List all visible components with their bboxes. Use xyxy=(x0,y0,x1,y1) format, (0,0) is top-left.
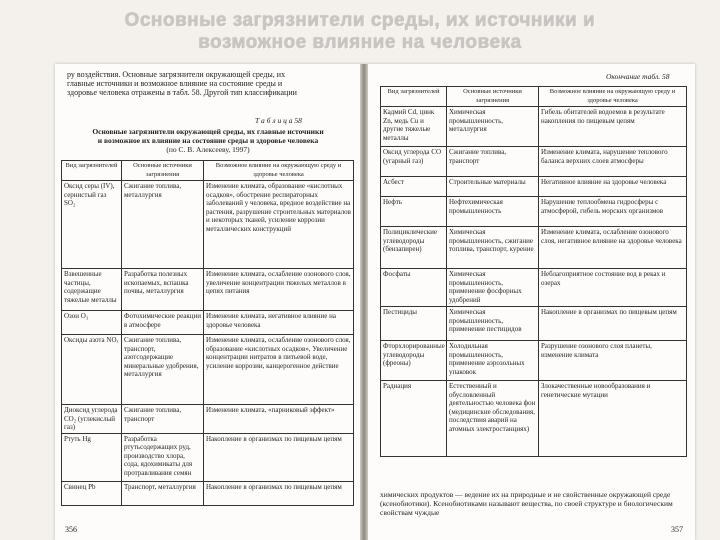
caption-line: и возможное их влияние на состояние среды и здоровье человека xyxy=(97,136,319,145)
cell-pollutant: Пестициды xyxy=(381,307,447,341)
cell-pollutant: Кадмий Cd, цинк Zn, медь Cu и другие тяжелые металлы xyxy=(381,107,447,147)
cell-pollutant: Асбест xyxy=(381,177,447,197)
cell-pollutant: Взвешенные частицы, содержащие тяжелые металлы xyxy=(62,269,122,311)
cell-pollutant: Ртуть Hg xyxy=(62,433,122,481)
table-caption xyxy=(63,127,353,154)
table-row xyxy=(62,181,354,269)
caption-line: (по С. В. Алексееву, 1997) xyxy=(166,145,250,154)
table-row xyxy=(62,311,354,335)
intro-line: ру воздействия. Основные загрязнители окружающей среды, их xyxy=(67,70,286,79)
cell-pollutant: Радиация xyxy=(381,381,447,457)
table-row xyxy=(381,147,687,177)
table-row xyxy=(381,197,687,227)
table-header-row xyxy=(381,87,687,107)
column-header: Вид загрязнителей xyxy=(62,161,122,181)
column-header: Возможное влияние на окружающую среду и здоровье человека xyxy=(204,161,354,181)
table-row xyxy=(381,341,687,381)
pollutants-table-right xyxy=(380,86,687,457)
cell-impact: Нарушение теплообмена гидросферы с атмосферой, гибель морских организмов xyxy=(539,197,687,227)
book-spread xyxy=(55,64,695,540)
cell-pollutant: Диоксид углерода CO₂ (углекислый газ) xyxy=(62,405,122,434)
table-row xyxy=(381,227,687,269)
cell-source: Сжигание топлива, транспорт, азотсодержащие минеральные удобрения, металлургия xyxy=(122,335,204,405)
cell-source: Химическая промышленность, сжигание топлива, транспорт, курение xyxy=(447,227,539,269)
table-row xyxy=(62,269,354,311)
cell-source: Химическая промышленность, металлургия xyxy=(447,107,539,147)
cell-impact: Накопление в организмах по пищевым цепям xyxy=(539,307,687,341)
column-header: Основные источники загрязнения xyxy=(447,87,539,107)
cell-source: Разработка ртутьсодержащих руд, производство хлора, сода, ядохимикаты для протравливания семян xyxy=(122,433,204,481)
table-row xyxy=(62,481,354,505)
column-header: Возможное влияние на окружающую среду и здоровье человека xyxy=(539,87,687,107)
cell-source: Естественный и обусловленный деятельностью человека фон (медицинские обследования, последствия аварий на атомных электростанциях) xyxy=(447,381,539,457)
cell-impact: Разрушение озонового слоя планеты, изменение климата xyxy=(539,341,687,381)
cell-pollutant: Фторхлорированные углеводороды (фреоны) xyxy=(381,341,447,381)
cell-source: Химическая промышленность, применение пестицидов xyxy=(447,307,539,341)
page-number-left: 356 xyxy=(65,525,77,534)
continuation-label: Окончание табл. 58 xyxy=(606,72,670,81)
cell-impact: Неблагоприятное состояние вод в реках и озерах xyxy=(539,269,687,307)
cell-source: Холодильная промышленность, применение аэрозольных упаковок xyxy=(447,341,539,381)
cell-pollutant: Озон O₃ xyxy=(62,311,122,335)
slide-title-line2: возможное влияние на человека xyxy=(198,32,522,53)
table-row xyxy=(381,381,687,457)
cell-pollutant: Свинец Pb xyxy=(62,481,122,505)
cell-source: Нефтехимическая промышленность xyxy=(447,197,539,227)
cell-impact: Изменение климата, ослабление озонового слоя, образование «кислотных осадков», Увеличение концентрации нитратов в питьевой воде, усиление коррозии, канцерогенное действие xyxy=(204,335,354,405)
table-row xyxy=(381,269,687,307)
column-header: Основные источники загрязнения xyxy=(122,161,204,181)
cell-impact: Изменение климата, негативное влияние на здоровье человека xyxy=(204,311,354,335)
cell-impact: Накопление в организмах по пищевым цепям xyxy=(204,481,354,505)
intro-line: здоровье человека отражены в табл. 58. Другой тип классификации xyxy=(67,88,297,97)
book-gutter xyxy=(360,64,368,540)
cell-impact: Гибель обитателей водоемов в результате накопления по пищевым цепям xyxy=(539,107,687,147)
table-header-row xyxy=(62,161,354,181)
cell-impact: Негативное влияние на здоровье человека xyxy=(539,177,687,197)
cell-source: Строительные материалы xyxy=(447,177,539,197)
cell-source: Разработка полезных ископаемых, вспашка почвы, металлургия xyxy=(122,269,204,311)
cell-source: Транспорт, металлургия xyxy=(122,481,204,505)
cell-source: Сжигание топлива, транспорт xyxy=(122,405,204,434)
slide-title-line1: Основные загрязнители среды, их источники и xyxy=(124,10,596,31)
body-text-bottom: химических продуктов — ведение их на природные и не свойственные окружающей среде (ксенобиотики). Ксенобиотиками называют вещества, по своей структуре и биологическим свойствам чуждые xyxy=(380,490,673,517)
cell-impact: Изменение климата, «парниковый эффект» xyxy=(204,405,354,434)
cell-pollutant: Оксид серы (IV), сернистый газ SO₂ xyxy=(62,181,122,269)
cell-source: Сжигание топлива, металлургия xyxy=(122,181,204,269)
cell-impact: Изменение климата, образование «кислотных осадков», обострение респираторных заболеваний у человека, вредное воздействие на растения, разрушение строительных материалов и некоторых тканей, усиление коррозии металлических конструкций xyxy=(204,181,354,269)
table-row xyxy=(62,405,354,434)
table-row xyxy=(62,433,354,481)
right-page xyxy=(368,64,695,540)
cell-pollutant: Фосфаты xyxy=(381,269,447,307)
caption-line: Основные загрязнители окружающей среды, их главные источники xyxy=(92,127,324,136)
page-number-right: 357 xyxy=(671,525,683,534)
cell-pollutant: Нефть xyxy=(381,197,447,227)
left-page xyxy=(55,64,360,540)
column-header: Вид загрязнителей xyxy=(381,87,447,107)
cell-pollutant: Полициклические углеводороды (бензапирен) xyxy=(381,227,447,269)
cell-impact: Изменение климата, нарушение теплового баланса верхних слоев атмосферы xyxy=(539,147,687,177)
intro-line: главные источники и возможное влияние на состояние среды и xyxy=(67,79,283,88)
cell-impact: Злокачественные новообразования и генетические мутации xyxy=(539,381,687,457)
table-number: Т а б л и ц а 58 xyxy=(255,116,302,125)
table-row xyxy=(381,307,687,341)
cell-pollutant: Оксид углерода CO (угарный газ) xyxy=(381,147,447,177)
table-row xyxy=(62,335,354,405)
table-row xyxy=(381,177,687,197)
cell-source: Фотохимические реакции в атмосфере xyxy=(122,311,204,335)
slide-title xyxy=(0,10,720,54)
cell-source: Сжигание топлива, транспорт xyxy=(447,147,539,177)
pollutants-table-left xyxy=(61,160,354,506)
cell-impact: Изменение климата, ослабление озонового слоя, увеличение концентрации тяжелых металлов в цепях питания xyxy=(204,269,354,311)
table-row xyxy=(381,107,687,147)
cell-source: Химическая промышленность, применение фосфорных удобрений xyxy=(447,269,539,307)
cell-pollutant: Оксиды азота NOₓ xyxy=(62,335,122,405)
cell-impact: Накопление в организмах по пищевым цепям xyxy=(204,433,354,481)
cell-impact: Изменение климата, ослабление озонового слоя, негативное влияние на здоровье человека xyxy=(539,227,687,269)
